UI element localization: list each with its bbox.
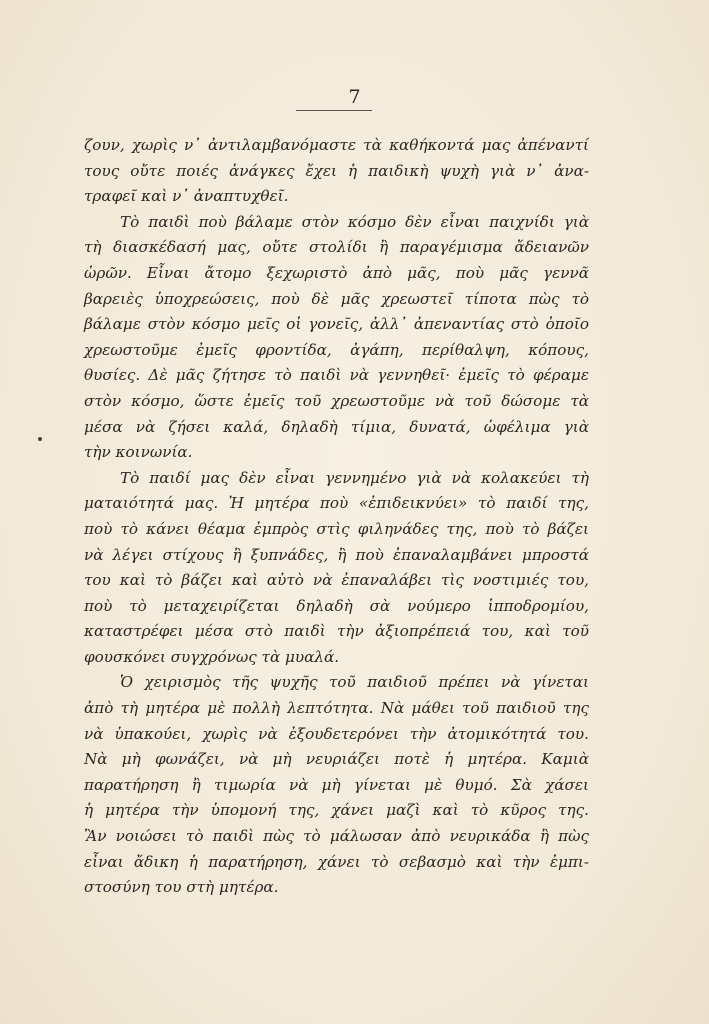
text-line: ὡρῶν. Εἶναι ἄτομο ξεχωριστὸ ἀπὸ μᾶς, ποὺ μᾶς γεννᾶ [84,263,589,282]
text-line: νὰ ὑπακούει, χωρὶς νὰ ἐξουδετερόνει τὴν ἀτομικότητά του. [84,724,589,743]
page-number: 7 [348,86,361,108]
text-line: μέσα νὰ ζήσει καλά, δηλαδὴ τίμια, δυνατά, ὠφέλιμα γιὰ [84,417,589,436]
text-line: θυσίες. Δὲ μᾶς ζήτησε τὸ παιδὶ νὰ γεννηθεῖ· ἐμεῖς τὸ φέραμε [84,366,589,385]
text-line: εἶναι ἄδικη ἡ παρατήρηση, χάνει τὸ σεβασμὸ καὶ τὴν ἐμπι- [84,852,589,871]
text-line: τὴν κοινωνία. [84,443,193,462]
text-line: χρεωστοῦμε ἐμεῖς φροντίδα, ἀγάπη, περίθαλψη, κόπους, [84,340,589,359]
text-line: ποὺ τὸ κάνει θέαμα ἐμπρὸς στὶς φιληνάδες της, ποὺ τὸ βάζει [84,519,589,538]
text-line: τους οὔτε ποιές ἀνάγκες ἔχει ἡ παιδικὴ ψυχὴ γιὰ ν᾿ ἀνα- [84,161,589,180]
text-line: νὰ λέγει στίχους ἢ ξυπνάδες, ἢ ποὺ ἐπαναλαμβάνει μπροστά [84,545,589,564]
paragraph-first-line: Τὸ παιδί μας δὲν εἶναι γεννημένο γιὰ νὰ κολακεύει τὴ [120,468,589,487]
text-line: ζουν, χωρὶς ν᾿ ἀντιλαμβανόμαστε τὰ καθήκοντά μας ἀπέναντί [84,136,589,154]
page-number-rule [296,110,372,111]
text-line: φουσκόνει συγχρόνως τὰ μυαλά. [84,647,340,666]
text-line: καταστρέφει μέσα στὸ παιδὶ τὴν ἀξιοπρέπειά του, καὶ τοῦ [84,622,589,641]
paragraph-first-line: Ὁ χειρισμὸς τῆς ψυχῆς τοῦ παιδιοῦ πρέπει νὰ γίνεται [120,673,589,692]
paragraph-first-line: Τὸ παιδὶ ποὺ βάλαμε στὸν κόσμο δὲν εἶναι παιχνίδι γιὰ [120,212,589,231]
text-line: Νὰ μὴ φωνάζει, νὰ μὴ νευριάζει ποτὲ ἡ μητέρα. Καμιὰ [84,750,589,769]
text-line: ματαιότητά μας. Ἡ μητέρα ποὺ «ἐπιδεικνύει» τὸ παιδί της, [84,494,589,513]
text-line: στὸν κόσμο, ὥστε ἐμεῖς τοῦ χρεωστοῦμε νὰ τοῦ δώσομε τὰ [84,391,589,410]
text-line: παρατήρηση ἢ τιμωρία νὰ μὴ γίνεται μὲ θυμό. Σὰ χάσει [84,775,589,794]
text-line: του καὶ τὸ βάζει καὶ αὐτὸ νὰ ἐπαναλάβει τὶς νοστιμιές του, [84,571,589,590]
text-line: ἀπὸ τὴ μητέρα μὲ πολλὴ λεπτότητα. Νὰ μάθει τοῦ παιδιοῦ της [84,699,589,718]
text-line: ἡ μητέρα τὴν ὑπομονή της, χάνει μαζὶ καὶ τὸ κῦρος της. [84,801,589,820]
ink-speck [38,437,42,441]
text-line: βαρειὲς ὑποχρεώσεις, ποὺ δὲ μᾶς χρεωστεῖ τίποτα πὼς τὸ [84,289,589,308]
text-line: Ἂν νοιώσει τὸ παιδὶ πὼς τὸ μάλωσαν ἀπὸ νευρικάδα ἢ πὼς [84,827,589,846]
text-line: τὴ διασκέδασή μας, οὔτε στολίδι ἢ παραγέμισμα ἄδειανῶν [84,238,589,257]
text-line: βάλαμε στὸν κόσμο μεῖς οἱ γονεῖς, ἀλλ᾿ ἀπεναντίας στὸ ὁποῖο [84,315,589,334]
body-text [84,133,589,901]
text-line: στοσύνη του στὴ μητέρα. [84,878,279,897]
text-line: τραφεῖ καὶ ν᾿ ἀναπτυχθεῖ. [84,187,289,206]
text-line: ποὺ τὸ μεταχειρίζεται δηλαδὴ σὰ νούμερο ἱπποδρομίου, [84,596,589,615]
